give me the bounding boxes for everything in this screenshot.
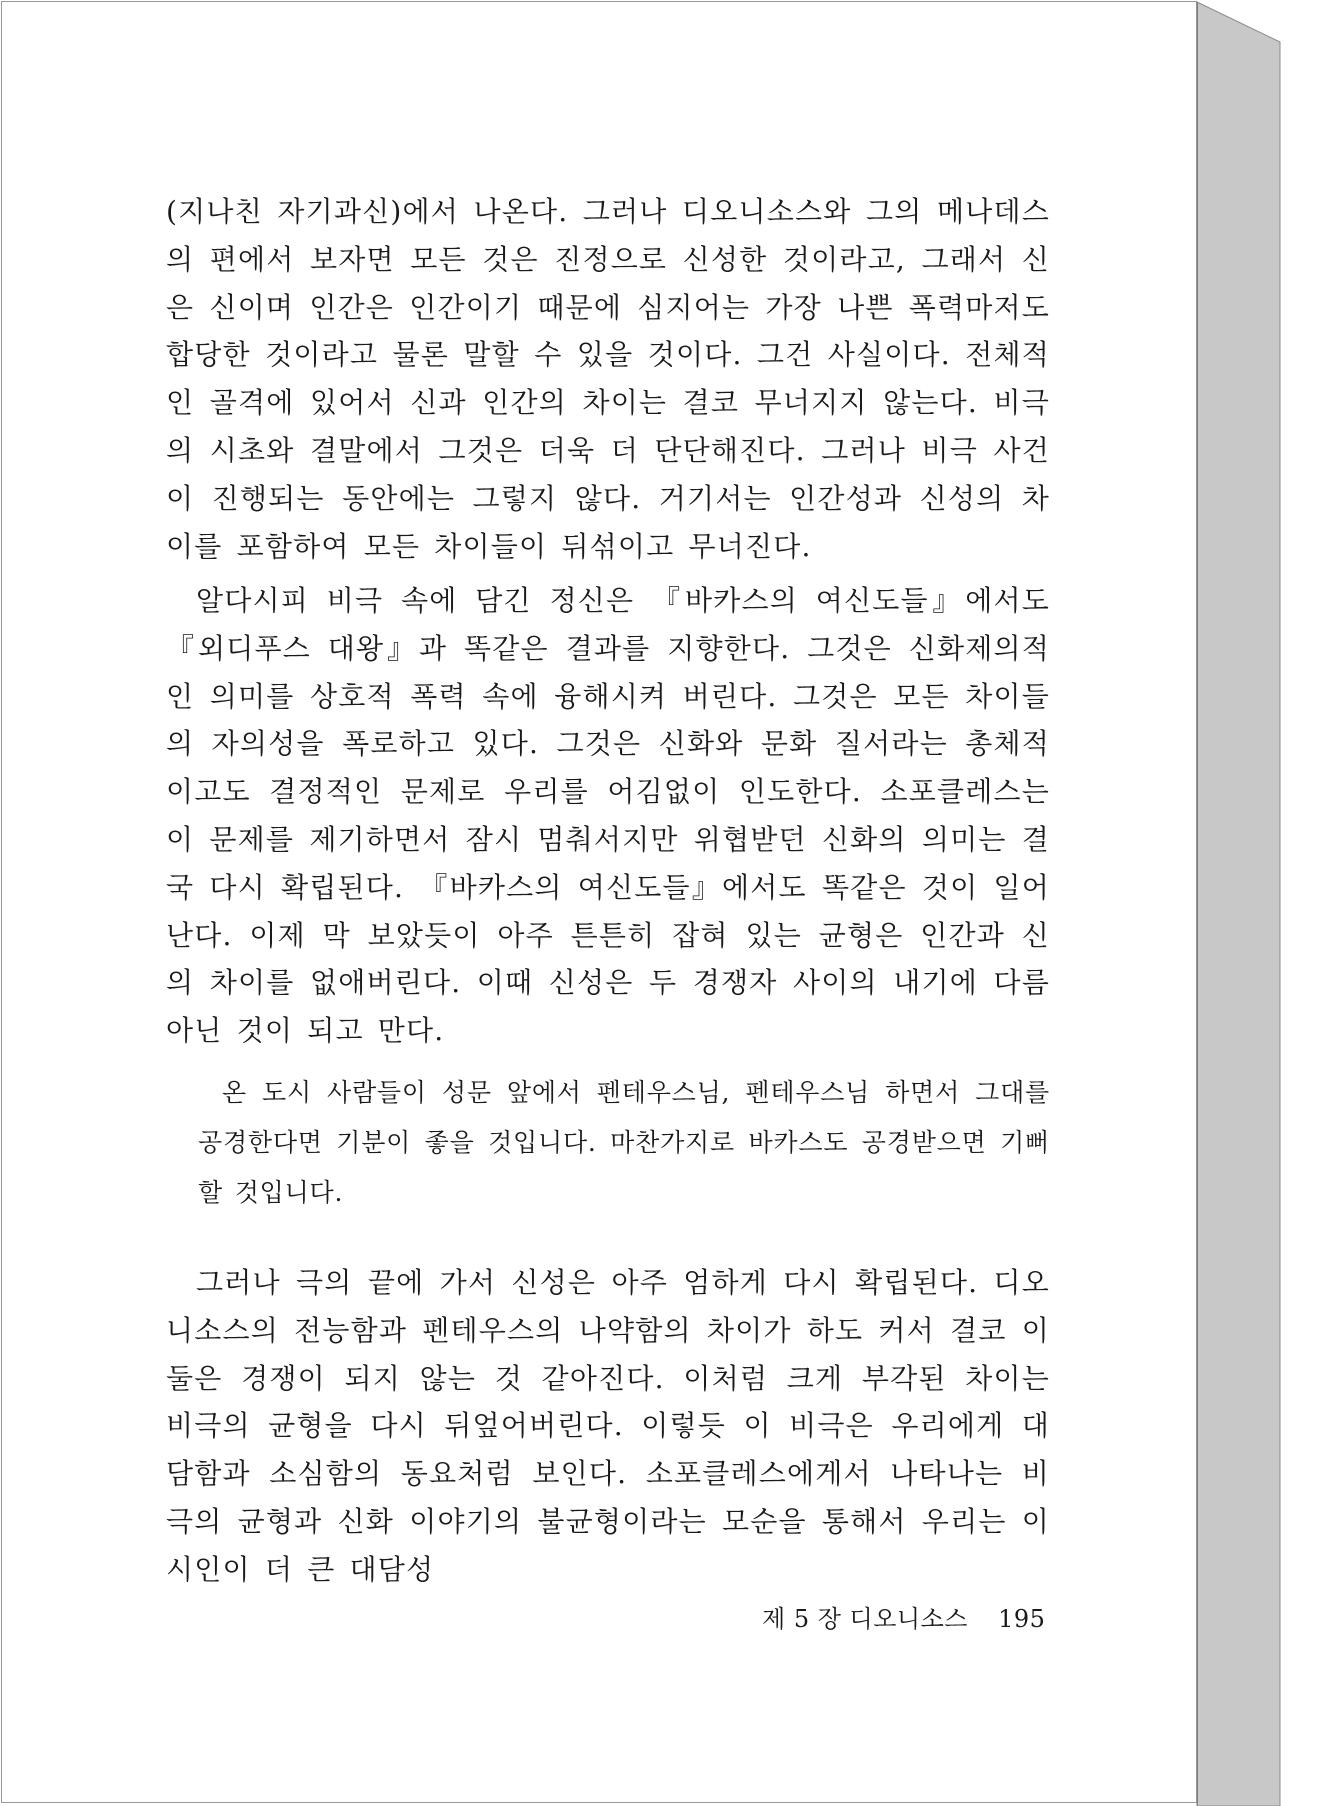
page-footer <box>762 1599 1045 1634</box>
chapter-title: 제 5 장 디오니소스 <box>762 1605 968 1633</box>
quote-text: 온 도시 사람들이 성문 앞에서 펜테우스님, 펜테우스님 하면서 그대를 공경한다면 기분이 좋을 것입니다. 마찬가지로 바카스도 공경받으면 기뻐할 것입니다. <box>198 1078 1050 1207</box>
paragraph-3: 그러나 극의 끝에 가서 신성은 아주 엄하게 다시 확립된다. 디오니소스의 전능함과 펜테우스의 나약함의 차이가 하도 커서 결코 이 둘은 경쟁이 되지 않는 것 같아진다. 이처럼 크게 부각된 차이는 비극의 균형을 다시 뒤엎어버린다. 이렇듯 이 비극은 우리에게 대담함과 소심함의 동요처럼 보인다. 소포클레스에게서 나타나는 비극의 균형과 신화 이야기의 불균형이라는 모순을 통해서 우리는 이 시인이 더 큰 대담성 <box>166 1266 1050 1586</box>
paragraph-1: (지나친 자기과신)에서 나온다. 그러나 디오니소스와 그의 메나데스의 편에서 보자면 모든 것은 진정으로 신성한 것이라고, 그래서 신은 신이며 인간은 인간이기 때문에 심지어는 가장 나쁜 폭력마저도 합당한 것이라고 물론 말할 수 있을 것이다. 그건 사실이다. 전체적인 골격에 있어서 신과 인간의 차이는 결코 무너지지 않는다. 비극의 시초와 결말에서 그것은 더욱 더 단단해진다. 그러나 비극 사건이 진행되는 동안에는 그렇지 않다. 거기서는 인간성과 신성의 차이를 포함하여 모든 차이들이 뒤섞이고 무너진다. <box>166 195 1050 563</box>
page-number: 195 <box>998 1605 1046 1633</box>
body-text-block <box>166 188 1050 570</box>
body-text-block-2 <box>166 577 1050 1055</box>
body-text-block-3 <box>166 1259 1050 1594</box>
book-page <box>1 1 1197 1803</box>
block-quote <box>198 1068 1050 1218</box>
paragraph-2: 알다시피 비극 속에 담긴 정신은 『바카스의 여신도들』에서도 『외디푸스 대왕』과 똑같은 결과를 지향한다. 그것은 신화제의적인 의미를 상호적 폭력 속에 융해시켜 버린다. 그것은 모든 차이들의 자의성을 폭로하고 있다. 그것은 신화와 문화 질서라는 총체적이고도 결정적인 문제로 우리를 어김없이 인도한다. 소포클레스는 이 문제를 제기하면서 잠시 멈춰서지만 위협받던 신화의 의미는 결국 다시 확립된다. 『바카스의 여신도들』에서도 똑같은 것이 일어난다. 이제 막 보았듯이 아주 튼튼히 잡혀 있는 균형은 인간과 신의 차이를 없애버린다. 이때 신성은 두 경쟁자 사이의 내기에 다름아닌 것이 되고 만다. <box>166 584 1050 1048</box>
